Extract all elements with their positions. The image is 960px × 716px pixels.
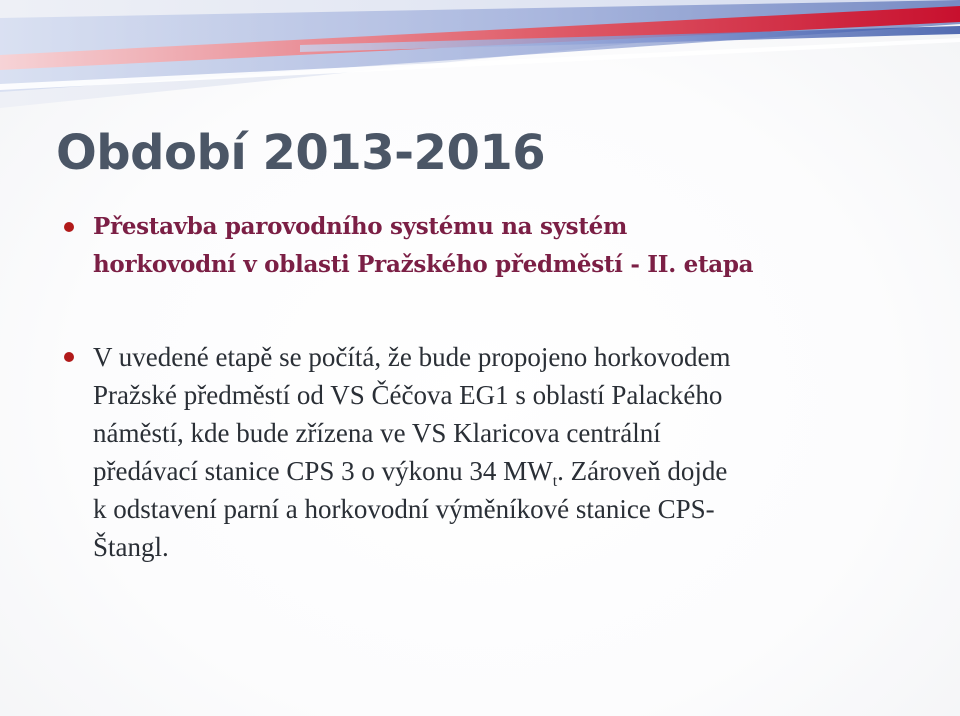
bullet-line: Přestavba parovodního systému na systém (93, 213, 628, 240)
bullet-dot-icon (64, 352, 74, 362)
bullet-line (93, 452, 883, 490)
bullet-line: k odstavení parní a horkovodní výměníkové stanice CPS- (93, 494, 715, 524)
bullet-text (93, 208, 883, 284)
bullet-text (93, 338, 883, 566)
bullet-line: V uvedené etapě se počítá, že bude propojeno horkovodem (93, 342, 731, 372)
bullet-line: náměstí, kde bude zřízena ve VS Klaricova centrální (93, 418, 661, 448)
bullet-line: horkovodní v oblasti Pražského předměstí - II. etapa (93, 251, 754, 278)
decorative-banner (0, 0, 960, 120)
bullet-dot-icon (64, 222, 74, 232)
bullet-line-part: . Zároveň dojde (557, 456, 728, 486)
bullet-line-part: předávací stanice CPS 3 o výkonu 34 MW (93, 456, 553, 486)
subscript-t: t (552, 473, 558, 490)
bullet-line: Pražské předměstí od VS Čéčova EG1 s oblastí Palackého (93, 380, 723, 410)
slide-title: Období 2013-2016 (56, 125, 546, 181)
bullet-line: Štangl. (93, 532, 169, 562)
